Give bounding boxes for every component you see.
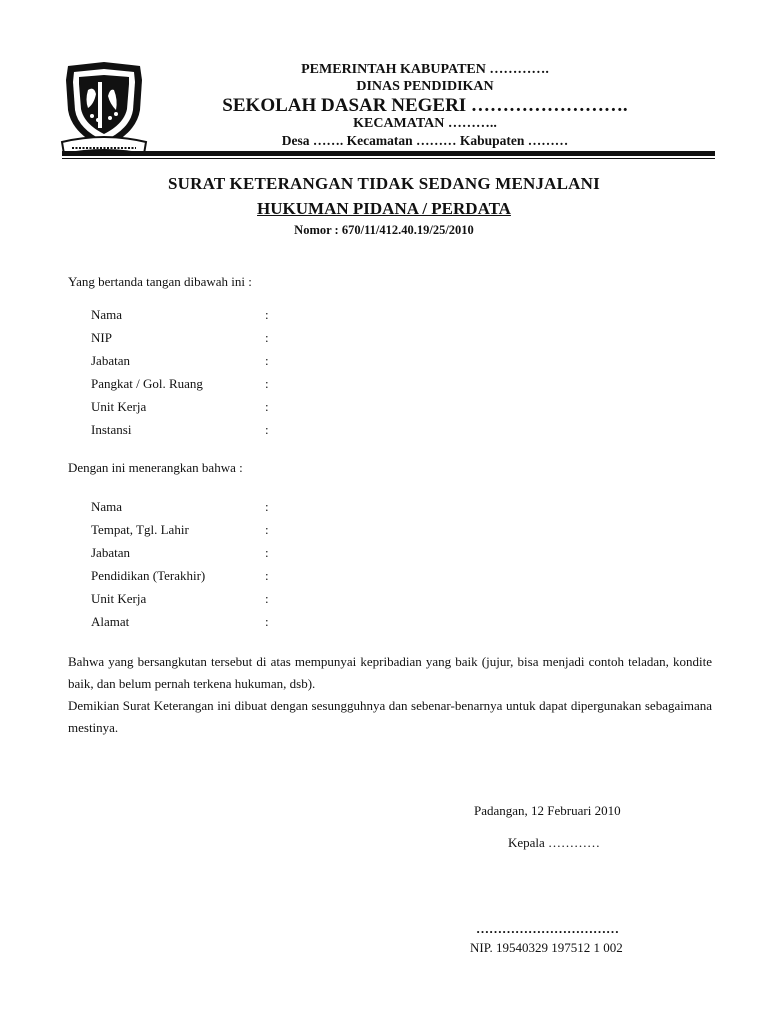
signer-field-label: Unit Kerja — [91, 399, 147, 414]
regency-emblem-icon — [58, 60, 150, 164]
signature-name-line: …………………………… — [476, 921, 619, 936]
subject-field-label: Unit Kerja — [91, 591, 147, 606]
field-colon: : — [265, 307, 269, 322]
signature-position: Kepala ………… — [508, 835, 601, 850]
body-paragraph-statement: Bahwa yang bersangkutan tersebut di atas mempunyai kepribadian yang baik (jujur, bisa menjadi contoh teladan, kondite baik, dan belum pernah terkena hukuman, dsb). — [68, 654, 712, 691]
letterhead-district: KECAMATAN ……….. — [353, 116, 497, 131]
field-colon: : — [265, 591, 269, 606]
signer-field-label: Jabatan — [91, 353, 130, 368]
field-colon: : — [265, 422, 269, 437]
signer-field-label: Instansi — [91, 422, 132, 437]
field-colon: : — [265, 499, 269, 514]
section2-intro: Dengan ini menerangkan bahwa : — [68, 460, 243, 475]
section1-intro: Yang bertanda tangan dibawah ini : — [68, 274, 252, 289]
signature-nip: NIP. 19540329 197512 1 002 — [470, 940, 623, 955]
letterhead-school: SEKOLAH DASAR NEGERI ……………………. — [222, 95, 628, 116]
signer-field-label: Pangkat / Gol. Ruang — [91, 376, 203, 391]
subject-field-label: Pendidikan (Terakhir) — [91, 568, 206, 583]
document-number: Nomor : 670/11/412.40.19/25/2010 — [294, 223, 474, 237]
document-title-line1: SURAT KETERANGAN TIDAK SEDANG MENJALANI — [168, 174, 600, 193]
field-colon: : — [265, 353, 269, 368]
body-text — [68, 651, 712, 739]
subject-field-label: Nama — [91, 499, 123, 514]
field-colon: : — [265, 545, 269, 560]
letterhead-divider-thin — [62, 158, 715, 159]
field-colon: : — [265, 399, 269, 414]
field-colon: : — [265, 330, 269, 345]
document-title-line2: HUKUMAN PIDANA / PERDATA — [257, 199, 511, 218]
subject-field-label: Tempat, Tgl. Lahir — [91, 522, 189, 537]
letterhead-address: Desa ……. Kecamatan ……… Kabupaten ……… — [281, 133, 569, 148]
letterhead-agency: DINAS PENDIDIKAN — [356, 79, 494, 94]
field-colon: : — [265, 522, 269, 537]
signature-place-date: Padangan, 12 Februari 2010 — [474, 803, 621, 818]
subject-field-label: Jabatan — [91, 545, 130, 560]
body-paragraph-closing: Demikian Surat Keterangan ini dibuat dengan sesungguhnya dan sebenar-benarnya untuk dapat dipergunakan sebagaimana mestinya. — [68, 698, 712, 735]
letterhead-government: PEMERINTAH KABUPATEN …………. — [301, 62, 549, 77]
signer-field-label: Nama — [91, 307, 123, 322]
field-colon: : — [265, 568, 269, 583]
field-colon: : — [265, 376, 269, 391]
subject-field-label: Alamat — [91, 614, 130, 629]
letterhead-divider-thick — [62, 151, 715, 156]
field-colon: : — [265, 614, 269, 629]
signer-field-label: NIP — [91, 330, 112, 345]
